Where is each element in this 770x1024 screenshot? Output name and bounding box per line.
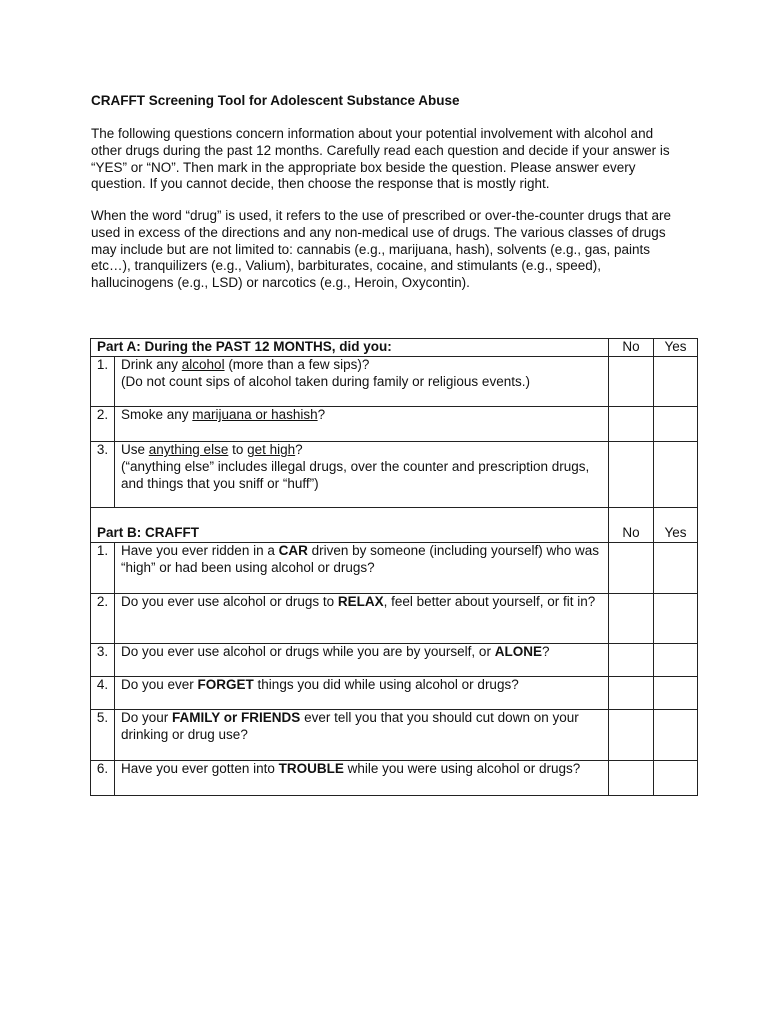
- part_a-question-row: [91, 442, 698, 508]
- question-text-segment: driven by someone (including yourself) who was “high” or had been using alcohol or drugs?: [121, 543, 599, 575]
- question-text: [115, 594, 609, 644]
- question-text-segment: Smoke any: [121, 407, 193, 422]
- question-note: (“anything else” includes illegal drugs, over the counter and prescription drugs, and things that you sniff or “huff”): [121, 458, 590, 491]
- question-text-segment: RELAX: [337, 594, 384, 609]
- question-number: 1.: [91, 357, 115, 407]
- answer-yes-box[interactable]: [654, 644, 698, 677]
- question-text-segment: get high: [247, 442, 296, 457]
- question-text-segment: ?: [541, 644, 550, 659]
- question-number: 1.: [91, 543, 115, 594]
- part_b-no-column-header: No: [609, 508, 654, 543]
- question-text-segment: Have you ever ridden in a: [121, 543, 279, 558]
- question-text: [115, 710, 609, 761]
- question-text: [115, 761, 609, 796]
- question-text: [115, 644, 609, 677]
- question-text-segment: FORGET: [197, 677, 254, 692]
- question-number: 2.: [91, 594, 115, 644]
- question-text-segment: FAMILY or FRIENDS: [172, 710, 301, 725]
- answer-no-box[interactable]: [609, 677, 654, 710]
- question-text-segment: Have you ever gotten into: [121, 761, 279, 776]
- question-text-segment: (more than a few sips)?: [224, 357, 370, 372]
- part_b-question-row: [91, 594, 698, 644]
- answer-no-box[interactable]: [609, 442, 654, 508]
- question-text-segment: Drink any: [121, 357, 182, 372]
- question-text-segment: things you did while using alcohol or drugs?: [253, 677, 519, 692]
- answer-yes-box[interactable]: [654, 710, 698, 761]
- question-text-segment: ever tell you that you should cut down on your drinking or drug use?: [121, 710, 579, 742]
- answer-no-box[interactable]: [609, 543, 654, 594]
- question-number: 5.: [91, 710, 115, 761]
- question-text: [115, 442, 609, 508]
- part_a-question-row: [91, 357, 698, 407]
- question-text-segment: Do you ever use alcohol or drugs to: [121, 594, 338, 609]
- part_a-question-row: [91, 407, 698, 442]
- questionnaire-table: [90, 338, 698, 796]
- intro-paragraph-drug-definition: When the word “drug” is used, it refers to the use of prescribed or over-the-counter drugs that are used in excess of the directions and any non-medical use of drugs. The various classes of drugs may include but are not limited to: cannabis (e.g., marijuana, hash), solvents (e.g., gas, paints etc…), tranquilizers (e.g., Valium), barbiturates, cocaine, and stimulants (e.g., speed), hallucinogens (e.g., LSD) or narcotics (e.g., Heroin, Oxycontin).: [91, 208, 672, 291]
- answer-no-box[interactable]: [609, 594, 654, 644]
- question-text-segment: Use: [121, 442, 149, 457]
- question-text-segment: TROUBLE: [278, 761, 344, 776]
- question-text-segment: to: [228, 442, 248, 457]
- question-text-segment: while you were using alcohol or drugs?: [343, 761, 581, 776]
- part_b-yes-column-header: Yes: [654, 508, 698, 543]
- question-number: 6.: [91, 761, 115, 796]
- question-note: (Do not count sips of alcohol taken during family or religious events.): [121, 373, 530, 389]
- answer-no-box[interactable]: [609, 710, 654, 761]
- question-text-segment: anything else: [148, 442, 229, 457]
- question-text: [115, 543, 609, 594]
- part_b-question-row: [91, 710, 698, 761]
- question-text: [115, 677, 609, 710]
- question-text-segment: Do you ever: [121, 677, 198, 692]
- answer-no-box[interactable]: [609, 644, 654, 677]
- question-text-segment: ALONE: [494, 644, 542, 659]
- part_b-question-row: [91, 543, 698, 594]
- question-number: 2.: [91, 407, 115, 442]
- part_a-no-column-header: No: [609, 339, 654, 357]
- question-text-segment: ?: [295, 442, 303, 457]
- question-text-segment: ?: [317, 407, 326, 422]
- answer-yes-box[interactable]: [654, 357, 698, 407]
- part_b-header-row: [91, 508, 698, 543]
- answer-yes-box[interactable]: [654, 442, 698, 508]
- part_b-question-row: [91, 761, 698, 796]
- part_b-heading: Part B: CRAFFT: [91, 508, 609, 543]
- part_b-question-row: [91, 644, 698, 677]
- question-number: 3.: [91, 644, 115, 677]
- question-text: [115, 357, 609, 407]
- question-text-segment: alcohol: [181, 357, 225, 372]
- answer-no-box[interactable]: [609, 407, 654, 442]
- part_a-header-row: [91, 339, 698, 357]
- part_a-yes-column-header: Yes: [654, 339, 698, 357]
- answer-yes-box[interactable]: [654, 407, 698, 442]
- question-text: [115, 407, 609, 442]
- question-text-segment: Do you ever use alcohol or drugs while you are by yourself, or: [121, 644, 495, 659]
- question-text-segment: CAR: [278, 543, 308, 558]
- question-text-segment: Do your: [121, 710, 173, 725]
- part_a-heading: Part A: During the PAST 12 MONTHS, did you:: [91, 339, 609, 357]
- answer-yes-box[interactable]: [654, 594, 698, 644]
- question-text-segment: , feel better about yourself, or fit in?: [383, 594, 596, 609]
- answer-no-box[interactable]: [609, 761, 654, 796]
- question-number: 4.: [91, 677, 115, 710]
- intro-paragraph-instructions: The following questions concern information about your potential involvement with alcohol and other drugs during the past 12 months. Carefully read each question and decide if your answer is “YES” or “NO”. Then mark in the appropriate box beside the question. Please answer every question. If you cannot decide, then choose the response that is mostly right.: [91, 126, 670, 192]
- document-title: CRAFFT Screening Tool for Adolescent Substance Abuse: [91, 93, 460, 108]
- answer-yes-box[interactable]: [654, 761, 698, 796]
- part_b-question-row: [91, 677, 698, 710]
- question-text-segment: marijuana or hashish: [192, 407, 318, 422]
- question-number: 3.: [91, 442, 115, 508]
- answer-yes-box[interactable]: [654, 677, 698, 710]
- answer-no-box[interactable]: [609, 357, 654, 407]
- answer-yes-box[interactable]: [654, 543, 698, 594]
